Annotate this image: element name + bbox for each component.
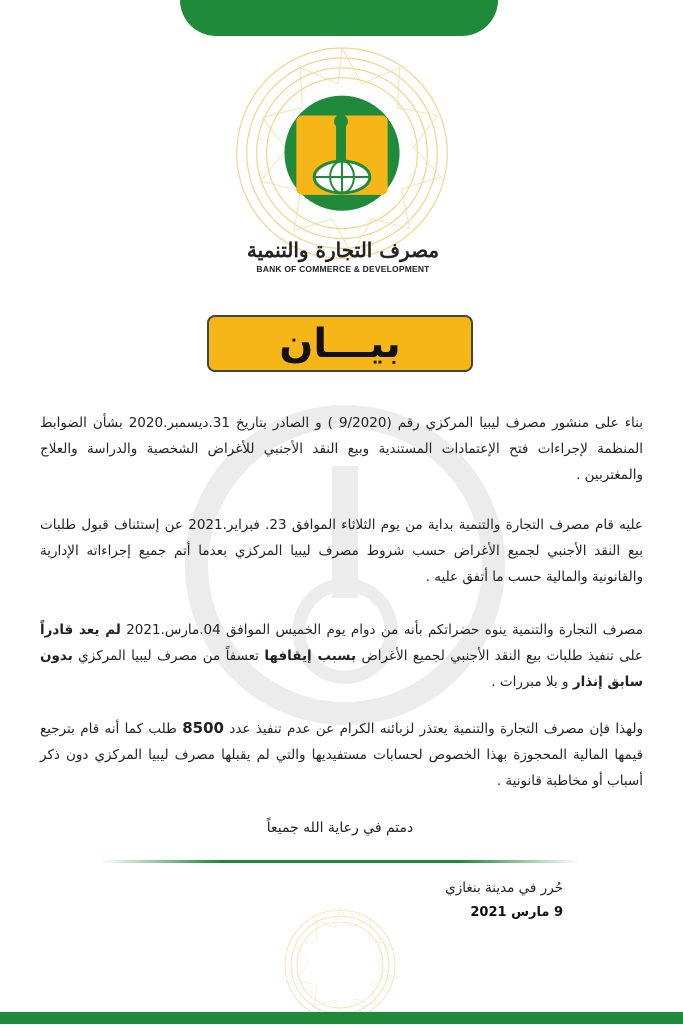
header-tab — [180, 0, 498, 36]
bank-logo-text — [238, 238, 448, 274]
p4-request-count: 8500 — [182, 719, 224, 737]
p3-bold-no-longer-able: لم يعد قادراً — [40, 622, 121, 638]
divider-line — [100, 860, 580, 863]
bank-logo-icon — [284, 96, 399, 211]
footer-bar — [0, 1012, 683, 1024]
paragraph-4 — [40, 715, 643, 794]
p3-bold-without-warning: بدون سابق إنذار — [40, 648, 643, 690]
p3-text-a: مصرف التجارة والتنمية ينوه حضراتكم بأنه من دوام يوم الخميس الموافق 04.مارس.2021 — [120, 622, 644, 638]
bank-name-arabic: مصرف التجارة والتنمية — [246, 238, 440, 262]
issued-date: 9 مارس 2021 — [470, 905, 563, 920]
p3-bold-due-to-suspension: بسبب إيقافها — [264, 648, 357, 664]
paragraph-3 — [40, 617, 643, 695]
p3-text-g: و بلا مبررات . — [491, 674, 573, 690]
paragraph-1: بناء على منشور مصرف ليبيا المركزي رقم (9/2020 ) و الصادر بتاريخ 31.ديسمبر.2020 بشأن الضوابط المنظمة لإجراءات فتح الإعتمادات المستندية وبيع النقد الأجنبي للأغراض الشخصية والدراسة والعلاج والمغتربين . — [40, 415, 643, 483]
statement-title: بيـــان — [279, 320, 401, 367]
p4-text-c: طلب كما أنه قام بترجيع قيمها المالية المحجوزة بهذا الخصوص لحسابات مستفيديها والتي لم يقبلها مصرف ليبيا المركزي دون ذكر أسباب أو مخاطبة قانونية . — [40, 721, 643, 789]
p3-text-e: تعسفاً من مصرف ليبيا المركزي — [72, 648, 265, 664]
paragraph-2: عليه قام مصرف التجارة والتنمية بداية من يوم الثلاثاء الموافق 23. فبراير.2021 عن إستئناف قبول طلبات بيع النقد الأجنبي لجميع الأغراض حسب شروط مصرف ليبيا المركزي بعدما أتم جميع إجراءاته الإدارية والقانونية والمالية حسب ما أتفق عليه . — [40, 517, 643, 585]
statement-title-box — [207, 315, 473, 372]
issued-place: حُرر في مدينة بنغازي — [445, 880, 563, 896]
p4-text-a: ولهذا فإن مصرف التجارة والتنمية يعتذر لزبائنه الكرام عن عدم تنفيذ عدد — [223, 721, 644, 737]
bottom-rosette-decoration — [170, 905, 510, 1025]
p3-text-c: على تنفيذ طلبات بيع النقد الأجنبي لجميع الأغراض — [356, 648, 643, 664]
bank-name-english: BANK OF COMMERCE & DEVELOPMENT — [256, 264, 430, 274]
closing-greeting: دمتم في رعاية الله جميعاً — [266, 820, 414, 836]
